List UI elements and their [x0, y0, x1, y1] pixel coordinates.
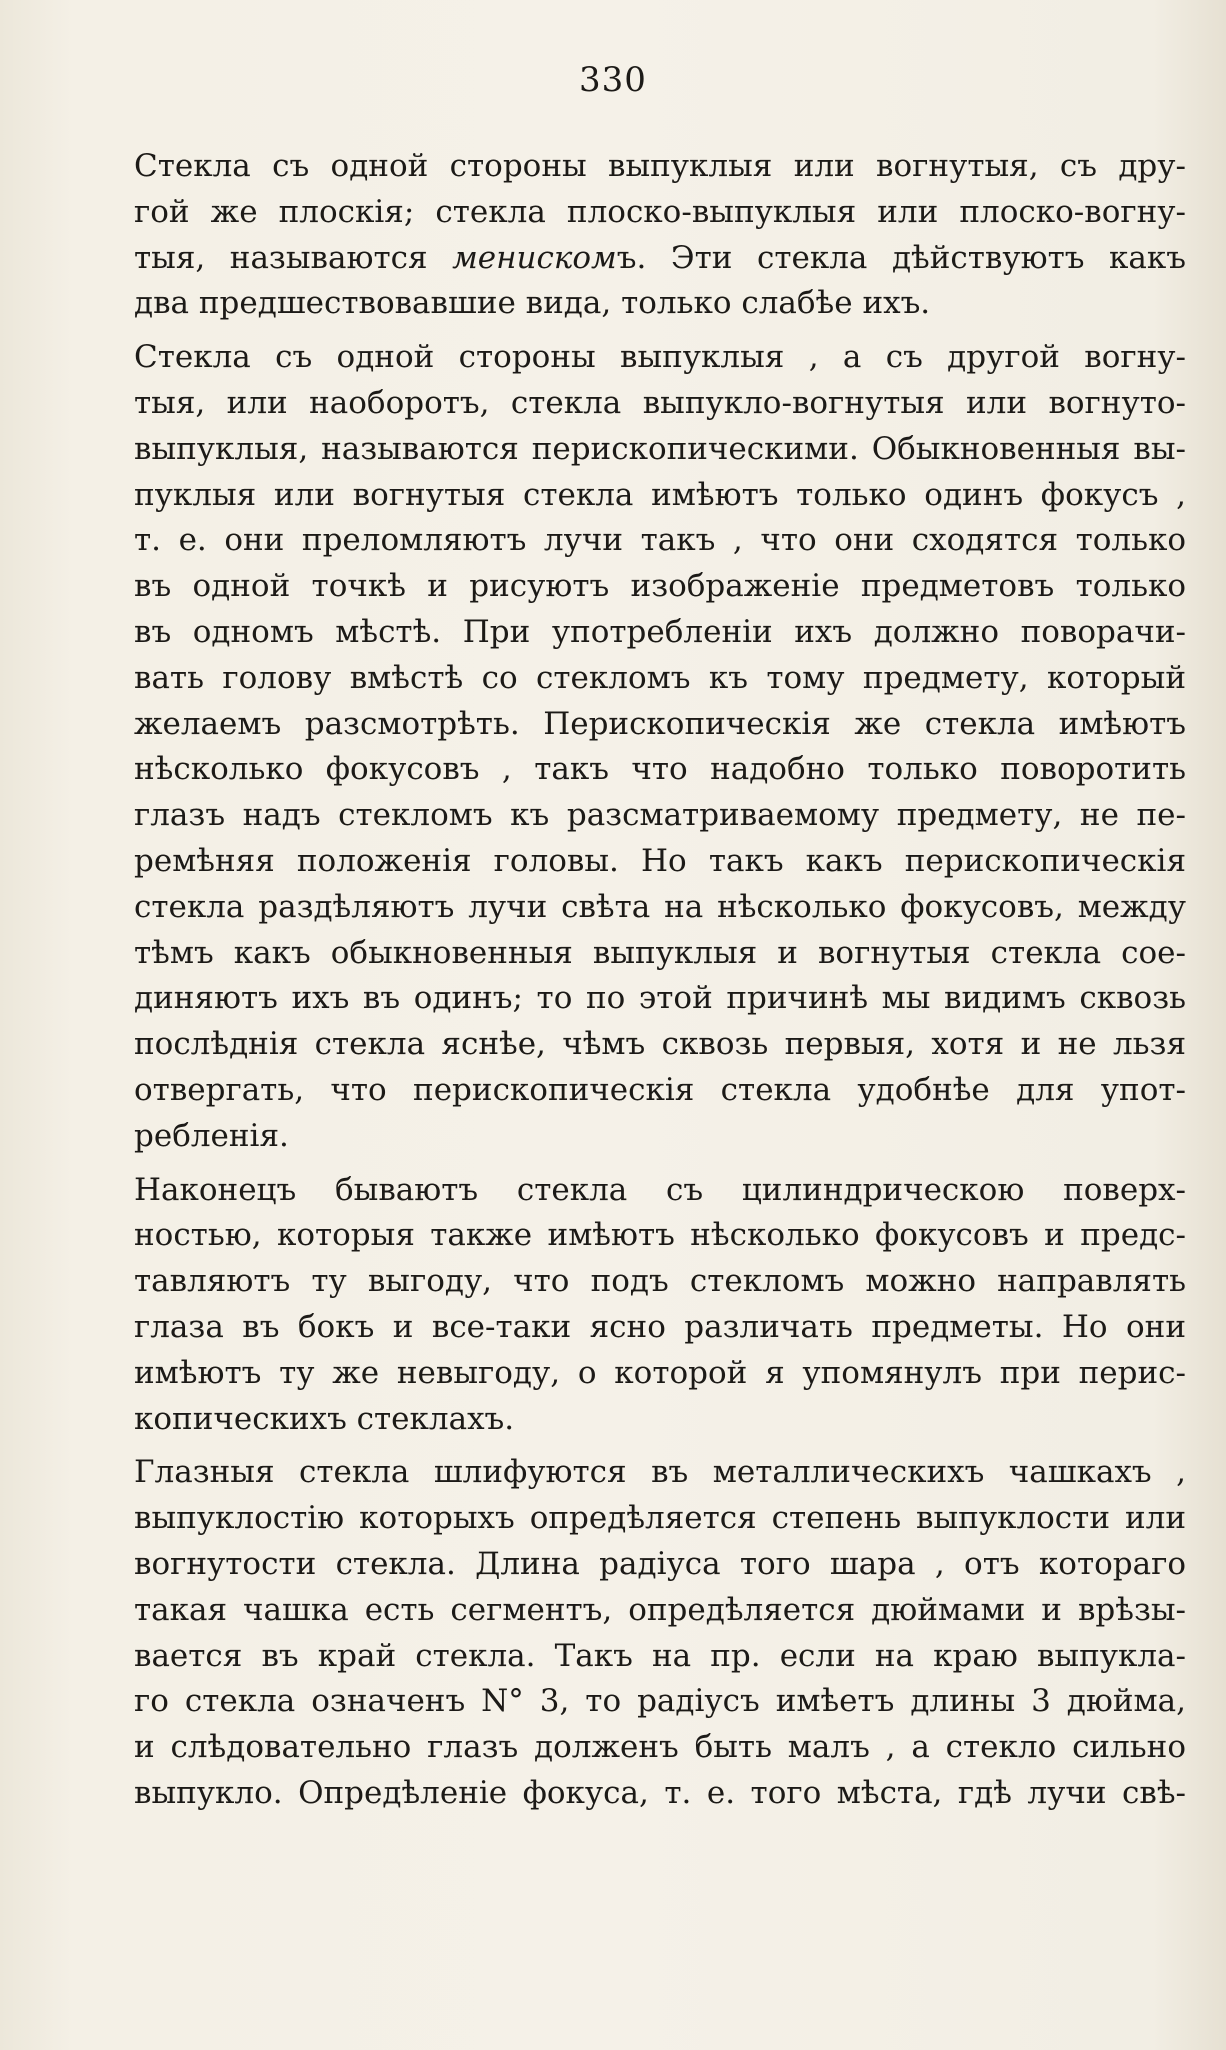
- text-line: два предшествовавшие вида, только слабѣе ихъ.: [134, 285, 931, 322]
- text-line: т. е. они преломляютъ лучи такъ , что они сходятся только: [134, 522, 1186, 559]
- text-line: ремѣняя положенія головы. Но такъ какъ перископическія: [134, 842, 1186, 879]
- text-line: Стекла съ одной стороны выпуклыя , а съ другой вогну-: [134, 339, 1186, 376]
- text-line: такая чашка есть сегментъ, опредѣляется дюймами и врѣзы-: [134, 1591, 1186, 1628]
- text-line: вогнутости стекла. Длина радіуса того шара , отъ котораго: [134, 1545, 1186, 1582]
- text-line: Стекла съ одной стороны выпуклыя или вогнутыя, съ дру-: [134, 148, 1186, 184]
- paragraph-4: [134, 1450, 1186, 1816]
- text-line: ностью, которыя также имѣютъ нѣсколько фокусовъ и предс-: [134, 1217, 1186, 1254]
- page-body: [134, 144, 1186, 1825]
- text-segment: тыя, называются: [134, 239, 453, 276]
- text-line: послѣднія стекла яснѣе, чѣмъ сквозь первыя, хотя и не льзя: [134, 1026, 1186, 1063]
- text-line: глазъ надъ стекломъ къ разсматриваемому предмету, не пе-: [134, 797, 1186, 834]
- paragraph-1: [134, 144, 1186, 327]
- emphasized-term: мениском: [452, 239, 617, 276]
- text-line: пуклыя или вогнутыя стекла имѣютъ только одинъ фокусъ ,: [134, 476, 1186, 513]
- text-line: глаза въ бокъ и все-таки ясно различать предметы. Но они: [134, 1308, 1186, 1345]
- text-line: гой же плоскія; стекла плоско-выпуклыя или плоско-вогну-: [134, 193, 1186, 230]
- text-line: тавляютъ ту выгоду, что подъ стекломъ можно направлять: [134, 1263, 1186, 1300]
- text-line: въ одной точкѣ и рисуютъ изображеніе предметовъ только: [134, 568, 1186, 605]
- paragraph-2: [134, 335, 1186, 1159]
- text-line: Глазныя стекла шлифуются въ металлическихъ чашкахъ ,: [134, 1454, 1186, 1491]
- text-line: ребленія.: [134, 1117, 289, 1154]
- text-line: отвергать, что перископическія стекла удобнѣе для упот-: [134, 1071, 1186, 1108]
- page-number: 330: [579, 60, 647, 100]
- text-line: го стекла означенъ N° 3, то радіусъ имѣетъ длины 3 дюйма,: [134, 1683, 1186, 1720]
- text-line: стекла раздѣляютъ лучи свѣта на нѣсколько фокусовъ, между: [134, 888, 1186, 925]
- text-line: выпуклостію которыхъ опредѣляется степень выпуклости или: [134, 1500, 1186, 1537]
- text-line: выпуклыя, называются перископическими. Обыкновенныя вы-: [134, 430, 1186, 467]
- text-line: диняютъ ихъ въ одинъ; то по этой причинѣ мы видимъ сквозь: [134, 980, 1186, 1017]
- text-line: имѣютъ ту же невыгоду, о которой я упомянулъ при перис-: [134, 1354, 1186, 1391]
- text-line: и слѣдовательно глазъ долженъ быть малъ , а стекло сильно: [134, 1729, 1186, 1766]
- text-line: тыя, или наоборотъ, стекла выпукло-вогнутыя или вогнуто-: [134, 384, 1186, 421]
- text-line: Наконецъ бываютъ стекла съ цилиндрическою поверх-: [134, 1171, 1186, 1208]
- text-line: вается въ край стекла. Такъ на пр. если на краю выпукла-: [134, 1637, 1186, 1674]
- text-line: желаемъ разсмотрѣть. Перископическія же стекла имѣютъ: [134, 705, 1186, 742]
- text-segment: ъ. Эти стекла дѣйствуютъ какъ: [616, 239, 1186, 276]
- text-line: вать голову вмѣстѣ со стекломъ къ тому предмету, который: [134, 659, 1186, 696]
- text-line: нѣсколько фокусовъ , такъ что надобно только поворотить: [134, 751, 1186, 788]
- text-line: копическихъ стеклахъ.: [134, 1400, 515, 1437]
- text-line: тѣмъ какъ обыкновенныя выпуклыя и вогнутыя стекла сое-: [134, 934, 1186, 971]
- paragraph-3: [134, 1168, 1186, 1443]
- text-line-with-emphasis: [134, 236, 1186, 282]
- text-line: выпукло. Опредѣленіе фокуса, т. е. того мѣста, гдѣ лучи свѣ-: [134, 1774, 1186, 1811]
- text-line: въ одномъ мѣстѣ. При употребленіи ихъ должно поворачи-: [134, 613, 1186, 650]
